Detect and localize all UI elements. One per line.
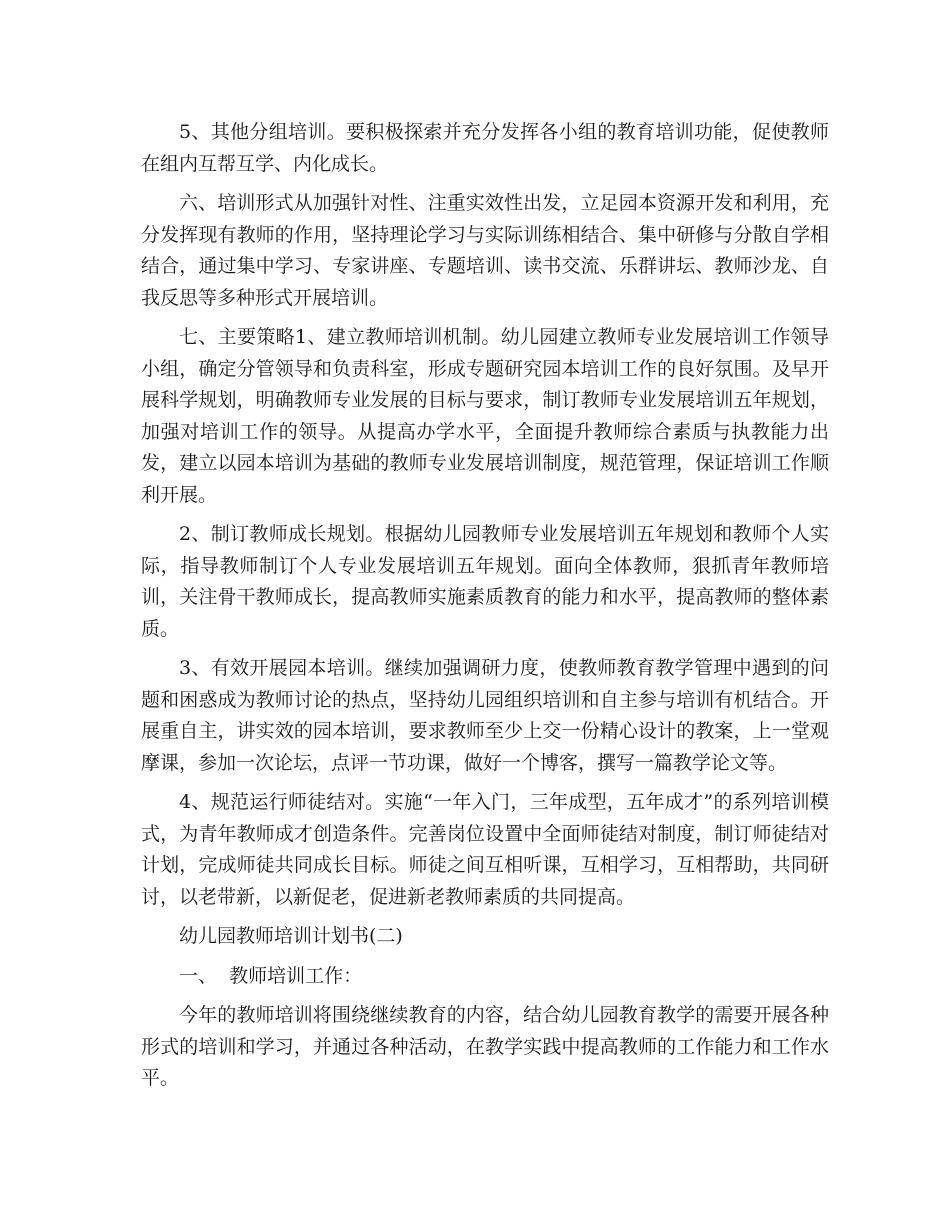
paragraph-mentorship: 4、规范运行师徒结对。实施“一年入门，三年成型，五年成才”的系列培训模式，为青年教师成才创造条件。完善岗位设置中全面师徒结对制度，制订师徒结对计划，完成师徒共同成长目标。师徒之间互相听课，互相学习，互相帮助，共同研讨，以老带新，以新促老，促进新老教师素质的共同提高。 <box>141 791 829 908</box>
section-title: 幼儿园教师培训计划书(二) <box>179 925 403 947</box>
paragraph-group-training: 5、其他分组培训。要积极探索并充分发挥各小组的教育培训功能，促使教师在组内互帮互学、内化成长。 <box>141 121 829 175</box>
paragraph-growth-plan: 2、制订教师成长规划。根据幼儿园教师专业发展培训五年规划和教师个人实际，指导教师制订个人专业发展培训五年规划。面向全体教师，狠抓青年教师培训，关注骨干教师成长，提高教师实施素质教育的能力和水平，提高教师的整体素质。 <box>141 523 829 640</box>
paragraph-training-forms: 六、培训形式从加强针对性、注重实效性出发，立足园本资源开发和利用，充分发挥现有教师的作用，坚持理论学习与实际训练相结合、集中研修与分散自学相结合，通过集中学习、专家讲座、专题培训、读书交流、乐群讲坛、教师沙龙、自我反思等多种形式开展培训。 <box>141 192 829 309</box>
paragraph-teacher-training-intro: 今年的教师培训将围绕继续教育的内容，结合幼儿园教育教学的需要开展各种形式的培训和学习，并通过各种活动，在教学实践中提高教师的工作能力和工作水平。 <box>141 1004 829 1089</box>
document-body <box>141 117 829 1103</box>
subsection-title: 一、 教师培训工作： <box>179 964 363 987</box>
paragraph-main-strategies: 七、主要策略1、建立教师培训机制。幼儿园建立教师专业发展培训工作领导小组，确定分管领导和负责科室，形成专题研究园本培训工作的良好氛围。及早开展科学规划，明确教师专业发展的目标与要求，制订教师专业发展培训五年规划，加强对培训工作的领导。从提高办学水平，全面提升教师综合素质与执教能力出发，建立以园本培训为基础的教师专业发展培训制度，规范管理，保证培训工作顺利开展。 <box>141 326 829 506</box>
paragraph-school-based-training: 3、有效开展园本培训。继续加强调研力度，使教师教育教学管理中遇到的问题和困惑成为教师讨论的热点，坚持幼儿园组织培训和自主参与培训有机结合。开展重自主，讲实效的园本培训，要求教师至少上交一份精心设计的教案，上一堂观摩课，参加一次论坛，点评一节功课，做好一个博客，撰写一篇教学论文等。 <box>141 657 829 774</box>
